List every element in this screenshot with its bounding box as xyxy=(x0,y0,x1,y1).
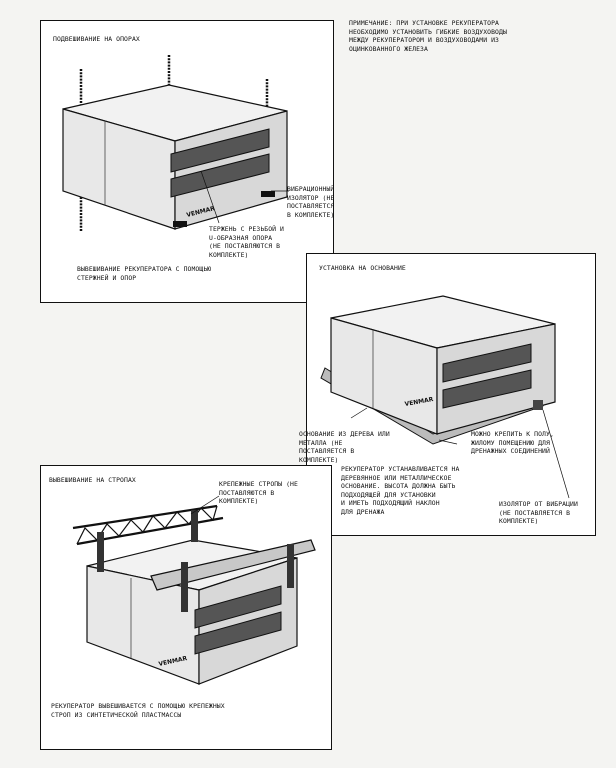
rod-support-label: ТЕРЖЕНЬ С РЕЗЬБОЙ И U-ОБРАЗНАЯ ОПОРА (НЕ ПОСТАВЛЯЮТСЯ В КОМПЛЕКТЕ) xyxy=(209,225,285,259)
logo-mark-straps: VENMAR xyxy=(157,655,188,668)
floor-mount-label: МОЖНО КРЕПИТЬ К ПОЛУ, ЖИЛОМУ ПОМЕЩЕНИЮ ДЛЯ ДРЕНАЖНЫХ СОЕДИНЕНИЙ xyxy=(471,430,554,456)
panel-base-title: УСТАНОВКА НА ОСНОВАНИЕ xyxy=(319,264,406,272)
panel-supports-caption: ВЫВЕШИВАНИЕ РЕКУПЕРАТОРА С ПОМОЩЬЮ СТЕРЖНЕЙ И ОПОР xyxy=(77,265,212,282)
panel-straps-caption: РЕКУПЕРАТОР ВЫВЕШИВАЕТСЯ С ПОМОЩЬЮ КРЕПЕЖНЫХ СТРОП ИЗ СИНТЕТИЧЕСКОЙ ПЛАСТМАССЫ xyxy=(51,702,225,719)
installation-note: ПРИМЕЧАНИЕ: ПРИ УСТАНОВКЕ РЕКУПЕРАТОРА НЕОБХОДИМО УСТАНОВИТЬ ГИБКИЕ ВОЗДУХОВОДЫ МЕЖДУ РЕКУПЕРАТОРОМ И ВОЗДУХОВОДАМИ ИЗ ОЦИНКОВАННОГО ЖЕЛЕЗА xyxy=(349,19,507,53)
panel-straps xyxy=(40,465,332,750)
panel-base xyxy=(299,253,596,536)
panel-straps-title: ВЫВЕШИВАНИЕ НА СТРОПАХ xyxy=(49,476,136,484)
logo-mark: VENMAR xyxy=(185,205,216,219)
strap-label: КРЕПЕЖНЫЕ СТРОПЫ (НЕ ПОСТАВЛЯЮТСЯ В КОМПЛЕКТЕ) xyxy=(219,480,298,506)
unit-on-rods-drawing xyxy=(41,21,335,304)
panel-supports-title: ПОДВЕШИВАНИЕ НА ОПОРАХ xyxy=(53,35,140,43)
logo-mark-base: VENMAR xyxy=(404,396,434,408)
base-material-label: ОСНОВАНИЕ ИЗ ДЕРЕВА ИЛИ МЕТАЛЛА (НЕ ПОСТАВЛЯЕТСЯ В КОМПЛЕКТЕ) xyxy=(299,430,390,464)
vibration-isolator-base-label: ИЗОЛЯТОР ОТ ВИБРАЦИИ (НЕ ПОСТАВЛЯЕТСЯ В КОМПЛЕКТЕ) xyxy=(499,500,578,526)
vibration-isolator-label: ВИБРАЦИОННЫЙ ИЗОЛЯТОР (НЕ ПОСТАВЛЯЕТСЯ В КОМПЛЕКТЕ) xyxy=(287,185,335,219)
panel-base-caption: РЕКУПЕРАТОР УСТАНАВЛИВАЕТСЯ НА ДЕРЕВЯННОЕ ИЛИ МЕТАЛЛИЧЕСКОЕ ОСНОВАНИЕ. ВЫСОТА ДОЛЖНА БЫТЬ ПОДХОДЯЩЕЙ ДЛЯ УСТАНОВКИ И ИМЕТЬ ПОДХОДЯЩИЙ НАКЛОН ДЛЯ ДРЕНАЖА xyxy=(341,465,460,516)
panel-supports xyxy=(40,20,334,303)
